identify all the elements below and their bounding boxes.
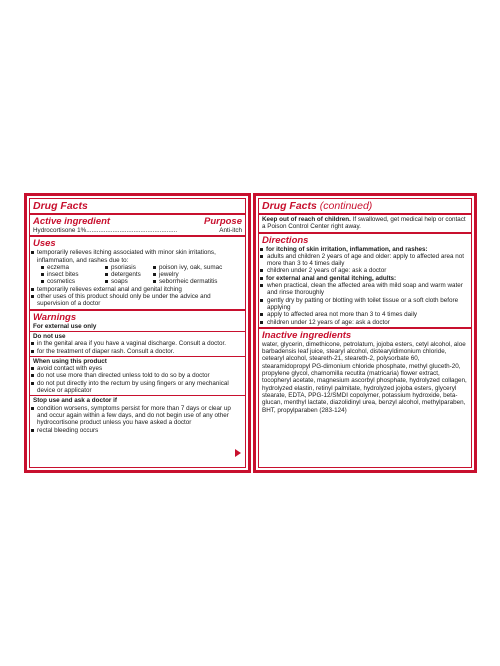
- ingredient-purpose: Anti-itch: [219, 227, 242, 234]
- divider: [30, 309, 245, 311]
- divider: [259, 232, 471, 234]
- stop-use-heading: Stop use and ask a doctor if: [33, 397, 117, 405]
- when-using-heading: When using this product: [33, 357, 107, 365]
- divider: [30, 331, 245, 332]
- divider: [30, 235, 245, 237]
- when-using-item: do not use more than directed unless told to do so by a doctor: [30, 372, 245, 379]
- drug-facts-inner-left: [29, 198, 246, 468]
- ingredient-name: Hydrocortisone 1%: [33, 227, 87, 234]
- uses-item: cosmetics: [41, 278, 105, 285]
- stop-use-item: rectal bleeding occurs: [30, 427, 245, 434]
- external-use-note: For external use only: [33, 322, 97, 330]
- uses-grid: [30, 264, 245, 286]
- active-ingredient-heading: Active ingredient: [33, 216, 111, 227]
- anal-item: gently dry by patting or blotting with toilet tissue or a soft cloth before applying: [259, 297, 471, 312]
- continue-arrow-icon: [235, 449, 241, 457]
- directions-heading: Directions: [262, 234, 309, 246]
- inactive-ingredients-text: water, glycerin, dimethicone, petrolatum, jojoba esters, cetyl alcohol, aloe barbadensis leaf juice, stearyl alcohol, distearyldimonium chloride, cetearyl alcohol, steareth-21, steareth-2, polysorbate 60, stearamidopropyl PG-dimonium chloride phosphate, methyl gluceth-20, propylene glycol, chamomilla recutita (matricaria) flower extract, tocopheryl acetate, magnesium ascorbyl phosphate, hydrolyzed collagen, hydrolyzed elastin, retinyl palmitate, hydrolyzed jojoba esters, glyceryl stearate, EDTA, PPG-12/SMDI copolymer, potassium hydroxide, beta-glucan, menthyl lactate, diazolidinyl urea, benzyl alcohol, methylparaben, BHT, propylparaben (283-124): [262, 340, 467, 414]
- uses-item: soaps: [105, 278, 153, 285]
- drug-facts-panel-right: [253, 193, 477, 473]
- uses-intro: temporarily relieves itching associated with minor skin irritations, inflammation, and rashes due to:: [30, 249, 245, 264]
- uses-more-item: temporarily relieves external anal and genital itching: [30, 286, 245, 293]
- divider: [30, 356, 245, 357]
- itching-item: children under 2 years of age: ask a doctor: [259, 267, 471, 274]
- drug-facts-title: Drug Facts: [33, 200, 88, 212]
- uses-item: eczema: [41, 264, 105, 271]
- title-text: Drug Facts: [262, 200, 317, 212]
- anal-item: when practical, clean the affected area with mild soap and warm water and rinse thoroughly: [259, 282, 471, 297]
- anal-item: apply to affected area not more than 3 to 4 times daily: [259, 311, 471, 318]
- warnings-heading: Warnings: [33, 311, 77, 323]
- do-not-use-item: in the genital area if you have a vaginal discharge. Consult a doctor.: [30, 340, 245, 347]
- ingredient-dots: ....................................................: [86, 227, 178, 234]
- anal-heading: for external anal and genital itching, adults:: [259, 275, 471, 282]
- divider: [30, 395, 245, 396]
- when-using-item: do not put directly into the rectum by using fingers or any mechanical device or applicator: [30, 380, 245, 395]
- uses-item: insect bites: [41, 271, 105, 278]
- inactive-ingredients-heading: Inactive ingredients: [262, 329, 352, 341]
- itching-item: adults and children 2 years of age and older: apply to affected area not more than 3 to 4 times daily: [259, 253, 471, 268]
- keep-out-note: [259, 216, 471, 231]
- keep-out-bold: Keep out of reach of children.: [262, 216, 351, 223]
- when-using-item: avoid contact with eyes: [30, 365, 245, 372]
- ingredient-row: [30, 227, 245, 234]
- uses-heading: Uses: [33, 238, 56, 250]
- drug-facts-inner-right: [258, 198, 472, 468]
- active-ingredient-header: [30, 216, 245, 227]
- uses-more-item: other uses of this product should only be under the advice and supervision of a doctor: [30, 293, 245, 308]
- uses-item: detergents: [105, 271, 153, 278]
- uses-item: jewelry: [153, 271, 242, 278]
- do-not-use-heading: Do not use: [33, 332, 66, 340]
- anal-item: children under 12 years of age: ask a doctor: [259, 319, 471, 326]
- title-continued: (continued): [319, 200, 373, 212]
- divider: [259, 213, 471, 215]
- keep-out-text: If swallowed, get medical help or contact a Poison Control Center right away.: [262, 216, 466, 231]
- itching-heading: for itching of skin irritation, inflammation, and rashes:: [259, 246, 471, 253]
- uses-item: poison ivy, oak, sumac: [153, 264, 242, 271]
- divider: [30, 213, 245, 215]
- uses-item: psoriasis: [105, 264, 153, 271]
- uses-item: seborrheic dermatitis: [153, 278, 242, 285]
- drug-facts-panel-left: [24, 193, 251, 473]
- drug-facts-continued-title: [259, 199, 471, 212]
- do-not-use-item: for the treatment of diaper rash. Consult a doctor.: [30, 348, 245, 355]
- stop-use-item: condition worsens, symptoms persist for more than 7 days or clear up and occur again within a few days, and do not begin use of any other hydrocortisone product unless you have asked a doctor: [30, 405, 245, 427]
- purpose-heading: Purpose: [203, 216, 242, 227]
- divider: [259, 327, 471, 329]
